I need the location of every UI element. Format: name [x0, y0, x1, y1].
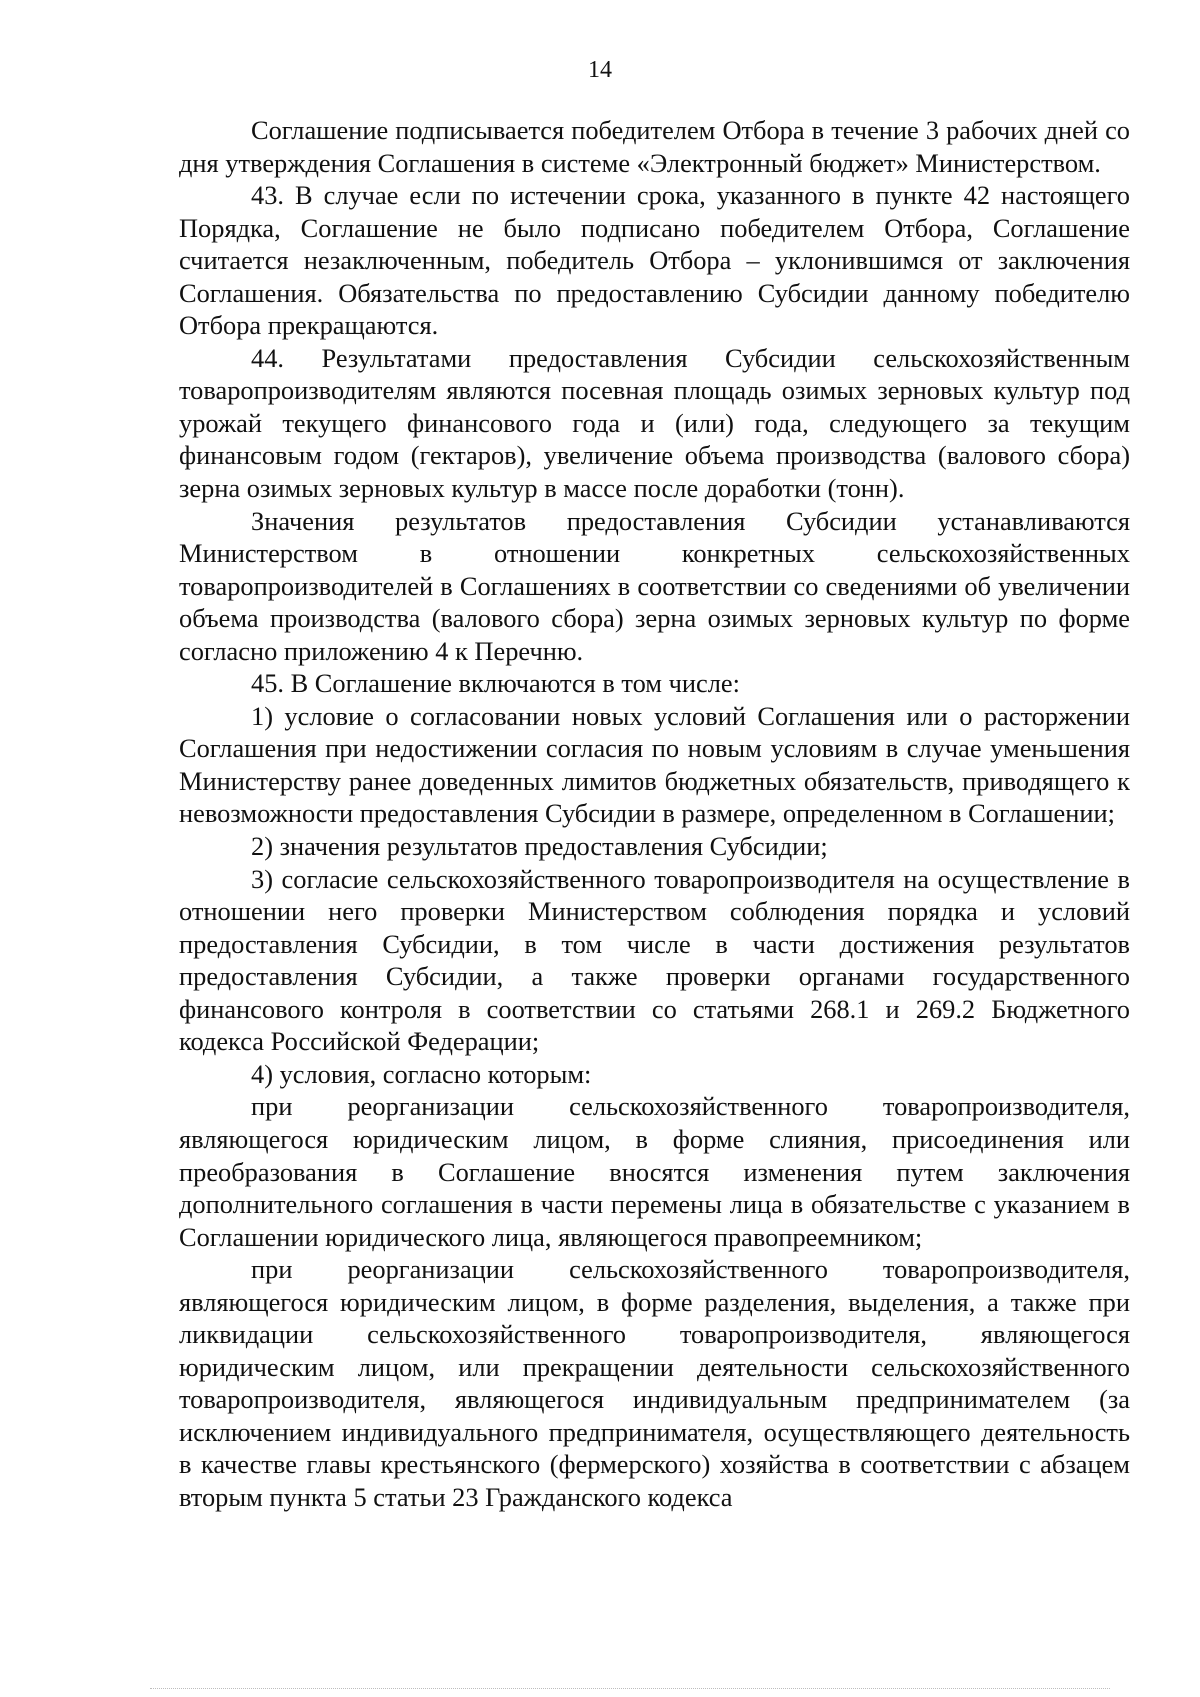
paragraph-agreement-signing: Соглашение подписывается победителем Отбора в течение 3 рабочих дней со дня утверждения Соглашения в системе «Электронный бюджет» Министерством. [179, 115, 1130, 178]
document-body [179, 114, 1130, 1514]
list-item-4: 4) условия, согласно которым: [251, 1058, 592, 1089]
scan-edge-line [150, 1688, 1110, 1689]
list-item-1: 1) условие о согласовании новых условий Соглашения или о расторжении Соглашения при недостижении согласия по новым условиям в случае уменьшения Министерству ранее доведенных лимитов бюджетных обязательств, приводящего к невозможности предоставления Субсидии в размере, определенном в Соглашении; [179, 700, 1130, 829]
paragraph-45: 45. В Соглашение включаются в том числе: [251, 668, 740, 699]
paragraph-result-values: Значения результатов предоставления Субсидии устанавливаются Министерством в отношении конкретных сельскохозяйственных товаропроизводителей в Соглашениях в соответствии со сведениями об увеличении объема производства (валового сбора) зерна озимых зерновых культур по форме согласно приложению 4 к Перечню. [179, 505, 1130, 666]
list-item-2: 2) значения результатов предоставления Субсидии; [251, 831, 828, 862]
page-number: 14 [588, 57, 612, 83]
paragraph-reorganization-merger: при реорганизации сельскохозяйственного товаропроизводителя, являющегося юридическим лицом, в форме слияния, присоединения или преобразования в Соглашение вносятся изменения путем заключения дополнительного соглашения в части перемены лица в обязательстве с указанием в Соглашении юридического лица, являющегося правопреемником; [179, 1091, 1130, 1252]
paragraph-43: 43. В случае если по истечении срока, указанного в пункте 42 настоящего Порядка, Соглашение не было подписано победителем Отбора, Соглашение считается незаключенным, победитель Отбора – уклонившимся от заключения Соглашения. Обязательства по предоставлению Субсидии данному победителю Отбора прекращаются. [179, 180, 1130, 341]
paragraph-reorganization-division: при реорганизации сельскохозяйственного товаропроизводителя, являющегося юридическим лицом, в форме разделения, выделения, а также при ликвидации сельскохозяйственного товаропроизводителя, являющегося юридическим лицом, или прекращении деятельности сельскохозяйственного товаропроизводителя, являющегося индивидуальным предпринимателем (за исключением индивидуального предпринимателя, осуществляющего деятельность в качестве главы крестьянского (фермерского) хозяйства в соответствии с абзацем вторым пункта 5 статьи 23 Гражданского кодекса [179, 1254, 1130, 1512]
paragraph-44: 44. Результатами предоставления Субсидии сельскохозяйственным товаропроизводителям являются посевная площадь озимых зерновых культур под урожай текущего финансового года и (или) года, следующего за текущим финансовым годом (гектаров), увеличение объема производства (валового сбора) зерна озимых зерновых культур в массе после доработки (тонн). [179, 342, 1130, 504]
list-item-3: 3) согласие сельскохозяйственного товаропроизводителя на осуществление в отношении него проверки Министерством соблюдения порядка и условий предоставления Субсидии, в том числе в части достижения результатов предоставления Субсидии, а также проверки органами государственного финансового контроля в соответствии со статьями 268.1 и 269.2 Бюджетного кодекса Российской Федерации; [179, 863, 1130, 1057]
